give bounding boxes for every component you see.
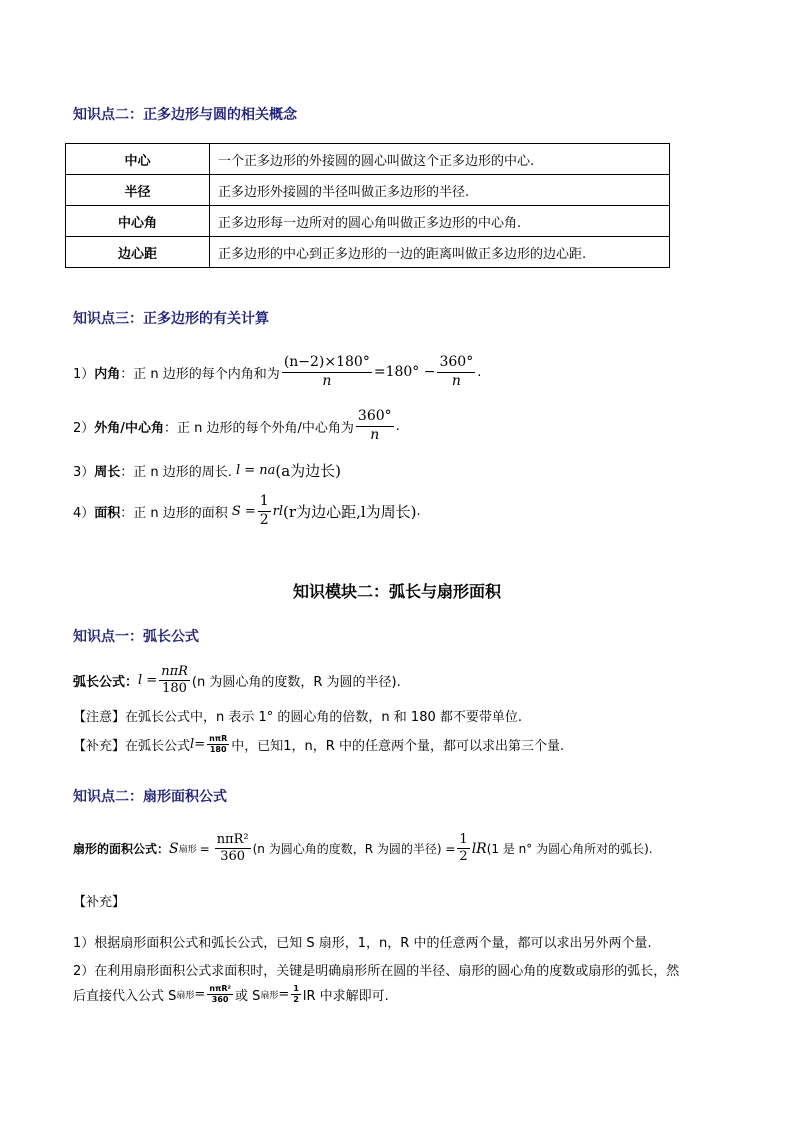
inline-formula: l= <box>190 737 206 752</box>
fraction-denominator: n <box>451 372 461 389</box>
formula-note: (1 是 n° 为圆心角所对的弧长). <box>486 842 653 857</box>
fraction <box>282 354 372 390</box>
item-label: 周长 <box>94 465 121 480</box>
inline-fraction <box>207 734 229 755</box>
definition-cell: 正多边形的中心到正多边形的一边的距离叫做正多边形的边心距. <box>210 237 670 268</box>
period: . <box>395 418 400 434</box>
item-label: 外角/中心角 <box>94 420 165 436</box>
formula: l = na <box>235 463 276 478</box>
item-number: 4） <box>73 505 95 521</box>
item-label: 面积 <box>94 505 121 521</box>
section-heading-polygon-circle: 知识点二：正多边形与圆的相关概念 <box>73 107 297 123</box>
supplement-text: 后直接代入公式 S <box>73 989 177 1004</box>
formula-arc-length <box>73 664 401 698</box>
formula-sector-area <box>73 832 653 866</box>
fraction-denominator: 2 <box>459 849 468 865</box>
fraction <box>356 408 394 444</box>
item-number: 3） <box>73 465 95 480</box>
term-cell: 半径 <box>66 175 210 206</box>
formula-lhs: S = <box>231 503 256 519</box>
formula-note: (r为边心距,l为周长) <box>283 502 417 521</box>
definition-cell: 正多边形外接圆的半径叫做正多边形的半径. <box>210 175 670 206</box>
concept-table <box>65 143 670 268</box>
equals: = <box>278 987 290 1002</box>
fraction-numerator: 1 <box>258 493 271 512</box>
inline-fraction <box>291 984 301 1005</box>
item-number: 1） <box>73 366 95 382</box>
formula-note: (n 为圆心角的度数，R 为圆的半径). <box>191 675 401 691</box>
fraction-numerator: 360° <box>356 408 394 427</box>
term-cell: 中心角 <box>66 206 210 237</box>
fraction-numerator: 1 <box>293 984 299 993</box>
item-number: 2） <box>73 420 95 436</box>
formula-rhs: rl <box>272 503 284 519</box>
equals: = <box>199 841 210 856</box>
formula-interior-angle <box>73 354 481 390</box>
section-heading-sector-area: 知识点二：扇形面积公式 <box>73 789 227 805</box>
formula-lhs: l = <box>138 673 158 689</box>
period: . <box>416 503 421 519</box>
supplement-text: 或 S <box>235 989 261 1004</box>
table-row <box>66 175 670 206</box>
fraction-numerator: nπR <box>159 664 190 681</box>
item-text: ：正 n 边形的面积 <box>120 505 228 521</box>
fraction-numerator: nπR² <box>209 984 231 993</box>
fraction-denominator: n <box>322 372 332 389</box>
term-cell: 中心 <box>66 144 210 175</box>
s-symbol: S <box>169 840 179 857</box>
fraction <box>215 832 251 866</box>
formula-label: 扇形的面积公式： <box>73 842 170 857</box>
s-subscript: 扇形 <box>260 991 279 1001</box>
fraction-denominator: 180 <box>209 745 227 754</box>
fraction-denominator: 360 <box>211 995 229 1004</box>
fraction-numerator: nπR² <box>215 832 251 849</box>
fraction-denominator: n <box>370 426 380 443</box>
note-paragraph <box>73 706 522 725</box>
fraction <box>258 493 271 529</box>
term-cell: 边心距 <box>66 237 210 268</box>
fraction-denominator: 360 <box>220 849 246 865</box>
section-heading-polygon-calc: 知识点三：正多边形的有关计算 <box>73 311 269 327</box>
note-text: 在弧长公式中，n 表示 1° 的圆心角的倍数，n 和 180 都不要带单位. <box>125 710 523 725</box>
supplement-text: 中，已知1，n，R 中的任意两个量，都可以求出第三个量. <box>231 739 565 754</box>
formula-area <box>73 493 421 529</box>
item-text: ：正 n 边形的周长. <box>120 465 232 480</box>
supplement-tag: 【补充】 <box>73 739 126 754</box>
inline-fraction <box>207 984 233 1005</box>
fraction-denominator: 180 <box>162 681 187 697</box>
formula-exterior-angle <box>73 408 400 444</box>
supplement-item-2-line2 <box>73 984 389 1005</box>
supplement-item-1: 1）根据扇形面积公式和弧长公式，已知 S 扇形，1，n，R 中的任意两个量，都可以求出另外两个量. <box>73 936 652 951</box>
table-row <box>66 206 670 237</box>
table-row <box>66 237 670 268</box>
equals: = <box>194 987 206 1002</box>
formula-label: 弧长公式： <box>73 675 139 691</box>
supplement-text: 在弧长公式 <box>125 739 191 754</box>
note-tag: 【注意】 <box>73 710 126 725</box>
fraction-denominator: 2 <box>293 995 299 1004</box>
s-subscript: 扇形 <box>176 991 195 1001</box>
item-text: ：正 n 边形的每个外角/中心角为 <box>164 420 354 436</box>
s-subscript: 扇形 <box>178 845 197 856</box>
definition-cell: 一个正多边形的外接圆的圆心叫做这个正多边形的中心. <box>210 144 670 175</box>
formula-perimeter <box>73 460 341 481</box>
fraction <box>457 832 469 866</box>
fraction <box>437 354 475 390</box>
equation-part: =180° − <box>373 364 436 380</box>
supplement-text: lR 中求解即可. <box>302 989 389 1004</box>
supplement-tag: 【补充】 <box>73 895 126 910</box>
module-title: 知识模块二：弧长与扇形面积 <box>292 582 501 601</box>
fraction-numerator: nπR <box>209 734 228 743</box>
fraction-numerator: 360° <box>437 354 475 373</box>
item-label: 内角 <box>94 366 121 382</box>
fraction <box>159 664 190 698</box>
formula-rhs: lR <box>471 840 487 857</box>
section-heading-arc-length: 知识点一：弧长公式 <box>73 629 199 645</box>
formula-note: (n 为圆心角的度数，R 为圆的半径) = <box>252 842 456 857</box>
supplement-paragraph <box>73 734 564 755</box>
definition-cell: 正多边形每一边所对的圆心角叫做正多边形的中心角. <box>210 206 670 237</box>
formula-note: (a为边长) <box>275 462 342 480</box>
item-text: ：正 n 边形的每个内角和为 <box>120 366 280 382</box>
period: . <box>477 364 482 380</box>
supplement-item-2-line1: 2）在利用扇形面积公式求面积时，关键是明确扇形所在圆的半径、扇形的圆心角的度数或扇形的弧长，然 <box>73 964 680 979</box>
fraction-numerator: 1 <box>457 832 469 849</box>
fraction-denominator: 2 <box>259 511 269 528</box>
table-row <box>66 144 670 175</box>
fraction-numerator: (n−2)×180° <box>282 354 372 373</box>
